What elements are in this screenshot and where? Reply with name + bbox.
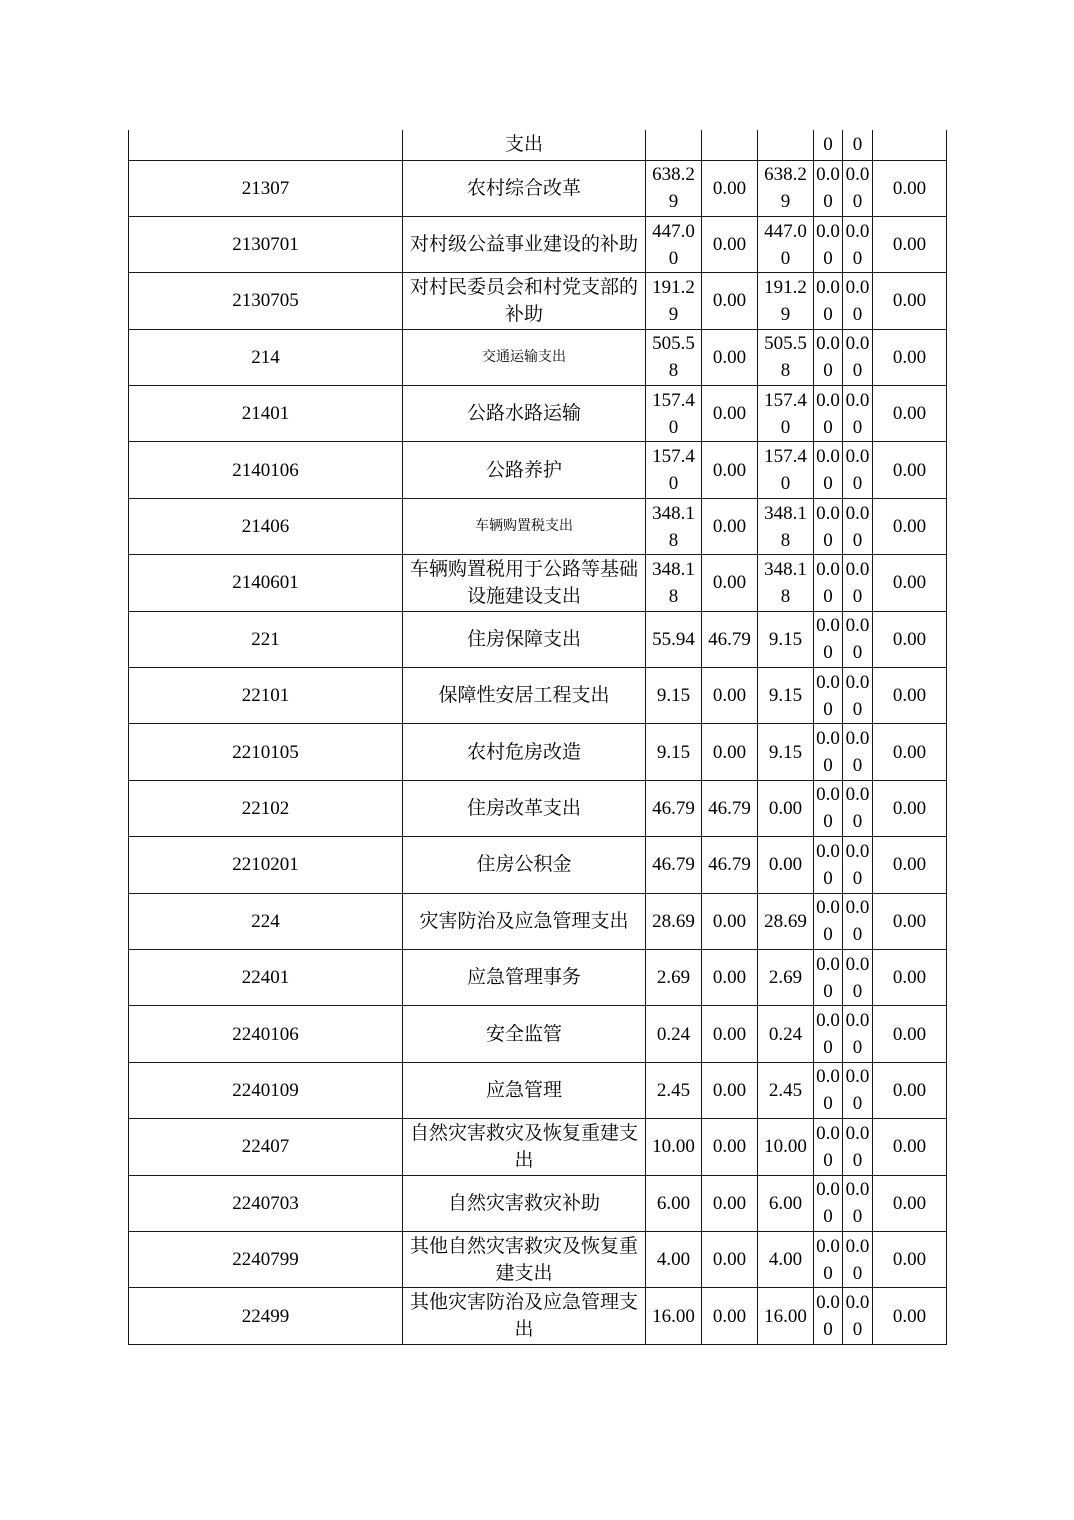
table-row bbox=[129, 130, 947, 160]
cell-value-3: 10.00 bbox=[758, 1119, 814, 1175]
cell-value-6: 0.00 bbox=[873, 780, 947, 836]
cell-value-1: 9.15 bbox=[646, 668, 702, 724]
cell-name: 住房保障支出 bbox=[403, 611, 646, 667]
cell-value-2 bbox=[702, 130, 758, 160]
cell-value-1 bbox=[646, 130, 702, 160]
cell-value-5: 0.00 bbox=[843, 273, 873, 329]
cell-value-6: 0.00 bbox=[873, 555, 947, 611]
cell-value-4: 0.00 bbox=[814, 160, 843, 216]
cell-value-4: 0.00 bbox=[814, 611, 843, 667]
cell-value-1: 638.29 bbox=[646, 160, 702, 216]
cell-value-6: 0.00 bbox=[873, 498, 947, 554]
table-row bbox=[129, 780, 947, 836]
cell-name: 住房公积金 bbox=[403, 837, 646, 893]
table-row bbox=[129, 1231, 947, 1287]
cell-value-2: 0.00 bbox=[702, 160, 758, 216]
cell-value-3: 447.00 bbox=[758, 216, 814, 272]
cell-value-1: 0.24 bbox=[646, 1006, 702, 1062]
cell-value-3: 0.00 bbox=[758, 780, 814, 836]
cell-value-5: 0.00 bbox=[843, 216, 873, 272]
cell-value-2: 0.00 bbox=[702, 668, 758, 724]
cell-value-6: 0.00 bbox=[873, 1119, 947, 1175]
cell-value-2: 0.00 bbox=[702, 1062, 758, 1118]
cell-name: 公路水路运输 bbox=[403, 386, 646, 442]
cell-value-5: 0.00 bbox=[843, 780, 873, 836]
cell-code: 2210201 bbox=[129, 837, 403, 893]
cell-code: 22407 bbox=[129, 1119, 403, 1175]
expenditure-table bbox=[128, 130, 947, 1345]
table-body bbox=[129, 130, 947, 1344]
cell-value-5: 0.00 bbox=[843, 1119, 873, 1175]
cell-value-4: 0.00 bbox=[814, 442, 843, 498]
cell-value-2: 0.00 bbox=[702, 498, 758, 554]
cell-value-2: 0.00 bbox=[702, 386, 758, 442]
cell-value-6: 0.00 bbox=[873, 1062, 947, 1118]
cell-code: 22101 bbox=[129, 668, 403, 724]
cell-value-1: 191.29 bbox=[646, 273, 702, 329]
cell-name: 应急管理 bbox=[403, 1062, 646, 1118]
cell-value-4: 0.00 bbox=[814, 555, 843, 611]
table-row bbox=[129, 386, 947, 442]
cell-value-2: 0.00 bbox=[702, 893, 758, 949]
cell-value-1: 28.69 bbox=[646, 893, 702, 949]
cell-code bbox=[129, 130, 403, 160]
cell-value-5: 0.00 bbox=[843, 1062, 873, 1118]
cell-value-4: 0.00 bbox=[814, 1062, 843, 1118]
cell-value-6: 0.00 bbox=[873, 216, 947, 272]
cell-value-5: 0.00 bbox=[843, 893, 873, 949]
cell-value-5: 0.00 bbox=[843, 1006, 873, 1062]
cell-name: 自然灾害救灾补助 bbox=[403, 1175, 646, 1231]
cell-code: 2140601 bbox=[129, 555, 403, 611]
cell-value-4: 0.00 bbox=[814, 329, 843, 385]
cell-value-2: 0.00 bbox=[702, 442, 758, 498]
cell-value-2: 0.00 bbox=[702, 949, 758, 1005]
cell-value-6: 0.00 bbox=[873, 668, 947, 724]
cell-value-2: 0.00 bbox=[702, 329, 758, 385]
cell-value-4: 0.00 bbox=[814, 1006, 843, 1062]
table-row bbox=[129, 893, 947, 949]
cell-code: 22401 bbox=[129, 949, 403, 1005]
cell-value-3: 28.69 bbox=[758, 893, 814, 949]
cell-value-2: 0.00 bbox=[702, 1175, 758, 1231]
cell-name: 应急管理事务 bbox=[403, 949, 646, 1005]
cell-value-6: 0.00 bbox=[873, 273, 947, 329]
cell-value-2: 46.79 bbox=[702, 611, 758, 667]
cell-value-3: 157.40 bbox=[758, 386, 814, 442]
table-row bbox=[129, 724, 947, 780]
table-row bbox=[129, 1175, 947, 1231]
cell-name: 对村级公益事业建设的补助 bbox=[403, 216, 646, 272]
cell-name: 农村危房改造 bbox=[403, 724, 646, 780]
cell-value-3: 2.45 bbox=[758, 1062, 814, 1118]
cell-value-2: 0.00 bbox=[702, 273, 758, 329]
cell-value-2: 0.00 bbox=[702, 724, 758, 780]
cell-code: 221 bbox=[129, 611, 403, 667]
table-row bbox=[129, 160, 947, 216]
cell-value-5: 0.00 bbox=[843, 498, 873, 554]
cell-value-6: 0.00 bbox=[873, 1006, 947, 1062]
cell-value-6: 0.00 bbox=[873, 949, 947, 1005]
cell-value-4: 0.00 bbox=[814, 668, 843, 724]
cell-name: 对村民委员会和村党支部的补助 bbox=[403, 273, 646, 329]
cell-code: 21401 bbox=[129, 386, 403, 442]
cell-name: 支出 bbox=[403, 130, 646, 160]
cell-value-3: 0.24 bbox=[758, 1006, 814, 1062]
table-row bbox=[129, 668, 947, 724]
cell-value-3: 348.18 bbox=[758, 555, 814, 611]
cell-value-4: 0.00 bbox=[814, 1231, 843, 1287]
table-row bbox=[129, 216, 947, 272]
cell-value-4: 0.00 bbox=[814, 273, 843, 329]
cell-code: 2130705 bbox=[129, 273, 403, 329]
table-row bbox=[129, 442, 947, 498]
cell-value-3: 9.15 bbox=[758, 724, 814, 780]
cell-value-4: 0.00 bbox=[814, 837, 843, 893]
cell-value-1: 348.18 bbox=[646, 555, 702, 611]
cell-value-6: 0.00 bbox=[873, 442, 947, 498]
cell-value-2: 0.00 bbox=[702, 1119, 758, 1175]
cell-value-3: 638.29 bbox=[758, 160, 814, 216]
cell-value-4: 0.00 bbox=[814, 386, 843, 442]
cell-name: 其他自然灾害救灾及恢复重建支出 bbox=[403, 1231, 646, 1287]
cell-value-5: 0.00 bbox=[843, 611, 873, 667]
cell-value-5: 0.00 bbox=[843, 160, 873, 216]
cell-value-5: 0.00 bbox=[843, 949, 873, 1005]
table-row bbox=[129, 1006, 947, 1062]
cell-value-3: 157.40 bbox=[758, 442, 814, 498]
cell-value-1: 55.94 bbox=[646, 611, 702, 667]
cell-value-3: 4.00 bbox=[758, 1231, 814, 1287]
table-row bbox=[129, 329, 947, 385]
cell-code: 2240799 bbox=[129, 1231, 403, 1287]
cell-value-3: 191.29 bbox=[758, 273, 814, 329]
cell-value-6: 0.00 bbox=[873, 893, 947, 949]
cell-value-6: 0.00 bbox=[873, 1288, 947, 1344]
cell-value-2: 46.79 bbox=[702, 837, 758, 893]
cell-code: 2240106 bbox=[129, 1006, 403, 1062]
cell-value-6: 0.00 bbox=[873, 160, 947, 216]
cell-value-6: 0.00 bbox=[873, 837, 947, 893]
cell-value-4: 0.00 bbox=[814, 780, 843, 836]
cell-value-1: 157.40 bbox=[646, 442, 702, 498]
table-row bbox=[129, 498, 947, 554]
cell-value-6: 0.00 bbox=[873, 329, 947, 385]
table-row bbox=[129, 949, 947, 1005]
cell-value-1: 6.00 bbox=[646, 1175, 702, 1231]
cell-code: 214 bbox=[129, 329, 403, 385]
cell-value-3: 9.15 bbox=[758, 611, 814, 667]
cell-code: 2210105 bbox=[129, 724, 403, 780]
table-row bbox=[129, 555, 947, 611]
cell-value-4: 0.00 bbox=[814, 1175, 843, 1231]
cell-name: 交通运输支出 bbox=[403, 329, 646, 385]
cell-value-3: 6.00 bbox=[758, 1175, 814, 1231]
cell-value-5: 0.00 bbox=[843, 1288, 873, 1344]
cell-value-5: 0.00 bbox=[843, 386, 873, 442]
cell-value-1: 157.40 bbox=[646, 386, 702, 442]
cell-value-2: 0.00 bbox=[702, 216, 758, 272]
cell-value-1: 46.79 bbox=[646, 837, 702, 893]
cell-code: 22499 bbox=[129, 1288, 403, 1344]
table-row bbox=[129, 1288, 947, 1344]
cell-value-1: 447.00 bbox=[646, 216, 702, 272]
cell-value-5: 0 bbox=[843, 130, 873, 160]
cell-value-5: 0.00 bbox=[843, 1175, 873, 1231]
cell-value-5: 0.00 bbox=[843, 724, 873, 780]
cell-value-1: 9.15 bbox=[646, 724, 702, 780]
cell-value-5: 0.00 bbox=[843, 329, 873, 385]
cell-value-6: 0.00 bbox=[873, 386, 947, 442]
cell-code: 21406 bbox=[129, 498, 403, 554]
cell-value-1: 10.00 bbox=[646, 1119, 702, 1175]
cell-name: 公路养护 bbox=[403, 442, 646, 498]
cell-value-1: 2.69 bbox=[646, 949, 702, 1005]
cell-name: 车辆购置税用于公路等基础设施建设支出 bbox=[403, 555, 646, 611]
cell-name: 农村综合改革 bbox=[403, 160, 646, 216]
cell-value-4: 0.00 bbox=[814, 498, 843, 554]
cell-code: 2240109 bbox=[129, 1062, 403, 1118]
table-row bbox=[129, 1062, 947, 1118]
cell-value-6 bbox=[873, 130, 947, 160]
cell-value-1: 4.00 bbox=[646, 1231, 702, 1287]
cell-value-5: 0.00 bbox=[843, 555, 873, 611]
cell-value-1: 505.58 bbox=[646, 329, 702, 385]
cell-value-5: 0.00 bbox=[843, 668, 873, 724]
cell-value-2: 0.00 bbox=[702, 555, 758, 611]
cell-name: 车辆购置税支出 bbox=[403, 498, 646, 554]
cell-value-4: 0.00 bbox=[814, 893, 843, 949]
cell-value-3: 505.58 bbox=[758, 329, 814, 385]
cell-value-3: 0.00 bbox=[758, 837, 814, 893]
cell-value-3 bbox=[758, 130, 814, 160]
cell-name: 灾害防治及应急管理支出 bbox=[403, 893, 646, 949]
cell-name: 其他灾害防治及应急管理支出 bbox=[403, 1288, 646, 1344]
cell-value-6: 0.00 bbox=[873, 724, 947, 780]
cell-code: 22102 bbox=[129, 780, 403, 836]
cell-value-4: 0.00 bbox=[814, 949, 843, 1005]
table-row bbox=[129, 1119, 947, 1175]
cell-code: 2240703 bbox=[129, 1175, 403, 1231]
cell-value-4: 0.00 bbox=[814, 1119, 843, 1175]
cell-value-1: 46.79 bbox=[646, 780, 702, 836]
cell-value-4: 0.00 bbox=[814, 216, 843, 272]
cell-value-4: 0.00 bbox=[814, 724, 843, 780]
cell-code: 224 bbox=[129, 893, 403, 949]
table-row bbox=[129, 611, 947, 667]
cell-code: 2140106 bbox=[129, 442, 403, 498]
cell-value-2: 0.00 bbox=[702, 1231, 758, 1287]
cell-name: 自然灾害救灾及恢复重建支出 bbox=[403, 1119, 646, 1175]
cell-value-6: 0.00 bbox=[873, 611, 947, 667]
cell-value-1: 16.00 bbox=[646, 1288, 702, 1344]
cell-name: 住房改革支出 bbox=[403, 780, 646, 836]
cell-value-1: 348.18 bbox=[646, 498, 702, 554]
cell-name: 安全监管 bbox=[403, 1006, 646, 1062]
cell-value-6: 0.00 bbox=[873, 1231, 947, 1287]
cell-value-5: 0.00 bbox=[843, 442, 873, 498]
cell-value-5: 0.00 bbox=[843, 1231, 873, 1287]
cell-value-3: 9.15 bbox=[758, 668, 814, 724]
table-row bbox=[129, 837, 947, 893]
cell-value-4: 0.00 bbox=[814, 1288, 843, 1344]
cell-value-2: 46.79 bbox=[702, 780, 758, 836]
cell-code: 21307 bbox=[129, 160, 403, 216]
cell-value-4: 0 bbox=[814, 130, 843, 160]
cell-value-3: 348.18 bbox=[758, 498, 814, 554]
cell-value-3: 16.00 bbox=[758, 1288, 814, 1344]
cell-value-1: 2.45 bbox=[646, 1062, 702, 1118]
cell-value-3: 2.69 bbox=[758, 949, 814, 1005]
table-row bbox=[129, 273, 947, 329]
cell-value-6: 0.00 bbox=[873, 1175, 947, 1231]
cell-value-5: 0.00 bbox=[843, 837, 873, 893]
cell-value-2: 0.00 bbox=[702, 1288, 758, 1344]
cell-code: 2130701 bbox=[129, 216, 403, 272]
cell-value-2: 0.00 bbox=[702, 1006, 758, 1062]
cell-name: 保障性安居工程支出 bbox=[403, 668, 646, 724]
